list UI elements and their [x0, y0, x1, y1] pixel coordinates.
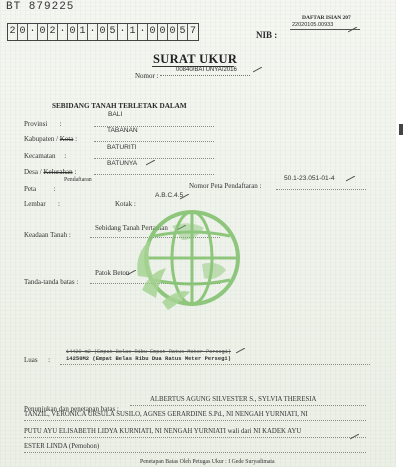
check-mark-icon: [348, 27, 357, 33]
penunjukan-line-1: ALBERTUS AGUNG SILVESTER S., SYLVIA THERESIA: [150, 396, 317, 403]
nomor-value: 00840/BATUNYA/2016: [176, 67, 237, 73]
id-box: 5: [178, 24, 188, 40]
id-box: 1: [78, 24, 88, 40]
tanda-batas-label: Tanda-tanda batas :: [24, 278, 79, 286]
daftar-isian-value: 22020105.00933: [292, 22, 334, 28]
id-box: 0: [18, 24, 28, 40]
kotak-label: Kotak :: [115, 200, 136, 208]
penunjukan-line-4: ESTER LINDA (Pemohon): [24, 443, 100, 450]
id-box: 0: [148, 24, 158, 40]
id-number-boxes: [7, 23, 199, 41]
check-mark-icon: [236, 348, 245, 354]
globe-logo-icon: [132, 206, 246, 314]
id-box: 2: [8, 24, 18, 40]
section-heading: SEBIDANG TANAH TERLETAK DALAM: [52, 102, 187, 110]
nomor-label: Nomor :: [135, 72, 159, 80]
peta-label: Peta :: [24, 185, 56, 193]
id-box: ·: [118, 24, 128, 40]
footer-text: Penetapan Batas Oleh Petugas Ukur : I Gede Suryadimata: [140, 459, 275, 465]
desa-line: [94, 174, 214, 175]
id-box: 0: [168, 24, 178, 40]
check-mark-icon: [180, 194, 189, 200]
nib-label: NIB :: [256, 30, 278, 40]
nomor-peta-value: 50.1-23.051-01-4: [284, 175, 335, 182]
id-box: 0: [38, 24, 48, 40]
check-mark-icon: [253, 67, 262, 73]
penunjukan-line: [24, 437, 366, 438]
nomor-peta-label: Nomor Peta Pendaftaran :: [189, 182, 262, 190]
provinsi-value: BALI: [108, 111, 123, 118]
document-title: SURAT UKUR: [153, 52, 238, 66]
kabupaten-line: [94, 141, 214, 142]
id-box: 0: [158, 24, 168, 40]
check-mark-icon: [146, 160, 155, 166]
edge-mark: [399, 124, 403, 135]
luas-label: Luas :: [24, 356, 51, 364]
kabupaten-value: TABANAN: [107, 127, 138, 134]
id-box: ·: [58, 24, 68, 40]
id-box: 1: [128, 24, 138, 40]
kecamatan-value: BATURITI: [107, 144, 137, 151]
page-margin: [396, 0, 403, 467]
tanda-batas-value: Patok Beton: [95, 269, 130, 277]
check-mark-icon: [350, 434, 359, 440]
penunjukan-line-2: TANZIL, VERONICA URSULA SUSILO, AGNES GERARDINE S.Pd., NI NENGAH YURNIATI, NI: [24, 411, 308, 418]
kotak-value: A.B.C.4.5: [155, 192, 184, 199]
penunjukan-line: [24, 420, 366, 421]
penunjukan-line-3: PUTU AYU ELISABETH LIDYA KURNIATI, NI NENGAH YURNIATI wali dari NI KADEK AYU: [24, 428, 302, 435]
luas-value-struck: 14420 m2 (Empat Belas Ribu Empat Ratus Meter Persegi): [66, 349, 231, 355]
peta-sub-label: Pendaftaran: [64, 177, 92, 183]
kabupaten-label: Kabupaten / Kota :: [24, 135, 78, 143]
lembar-label: Lembar :: [24, 200, 60, 208]
keadaan-value: Sebidang Tanah Pertanian: [95, 224, 168, 232]
id-box: 0: [68, 24, 78, 40]
serial-number: BT 879225: [6, 1, 75, 13]
desa-value: BATUNYA: [107, 160, 138, 167]
penunjukan-line: [130, 405, 366, 406]
daftar-isian-label: DAFTAR ISIAN 207: [302, 15, 351, 21]
id-box: ·: [88, 24, 98, 40]
desa-label: Desa / Kelurahan :: [24, 168, 77, 176]
nomor-peta-line: [276, 189, 366, 190]
id-box: 0: [98, 24, 108, 40]
kecamatan-line: [94, 158, 214, 159]
luas-value: 14250M2 (Empat Belas Ribu Dua Ratus Meter Persegi): [66, 355, 232, 362]
id-box: 5: [108, 24, 118, 40]
keadaan-label: Keadaan Tanah :: [24, 231, 71, 239]
penunjukan-line: [24, 452, 366, 453]
provinsi-label: Provinsi :: [24, 120, 62, 128]
id-box: ·: [138, 24, 148, 40]
kecamatan-label: Kecamatan :: [24, 152, 67, 160]
luas-line: [60, 364, 370, 365]
check-mark-icon: [346, 176, 355, 182]
penunjukan-label: Penunjukan dan penetapan batas :: [24, 405, 119, 413]
id-box: 7: [189, 26, 196, 37]
id-box: ·: [28, 24, 38, 40]
id-box: 2: [48, 24, 58, 40]
nomor-line: [160, 75, 250, 76]
